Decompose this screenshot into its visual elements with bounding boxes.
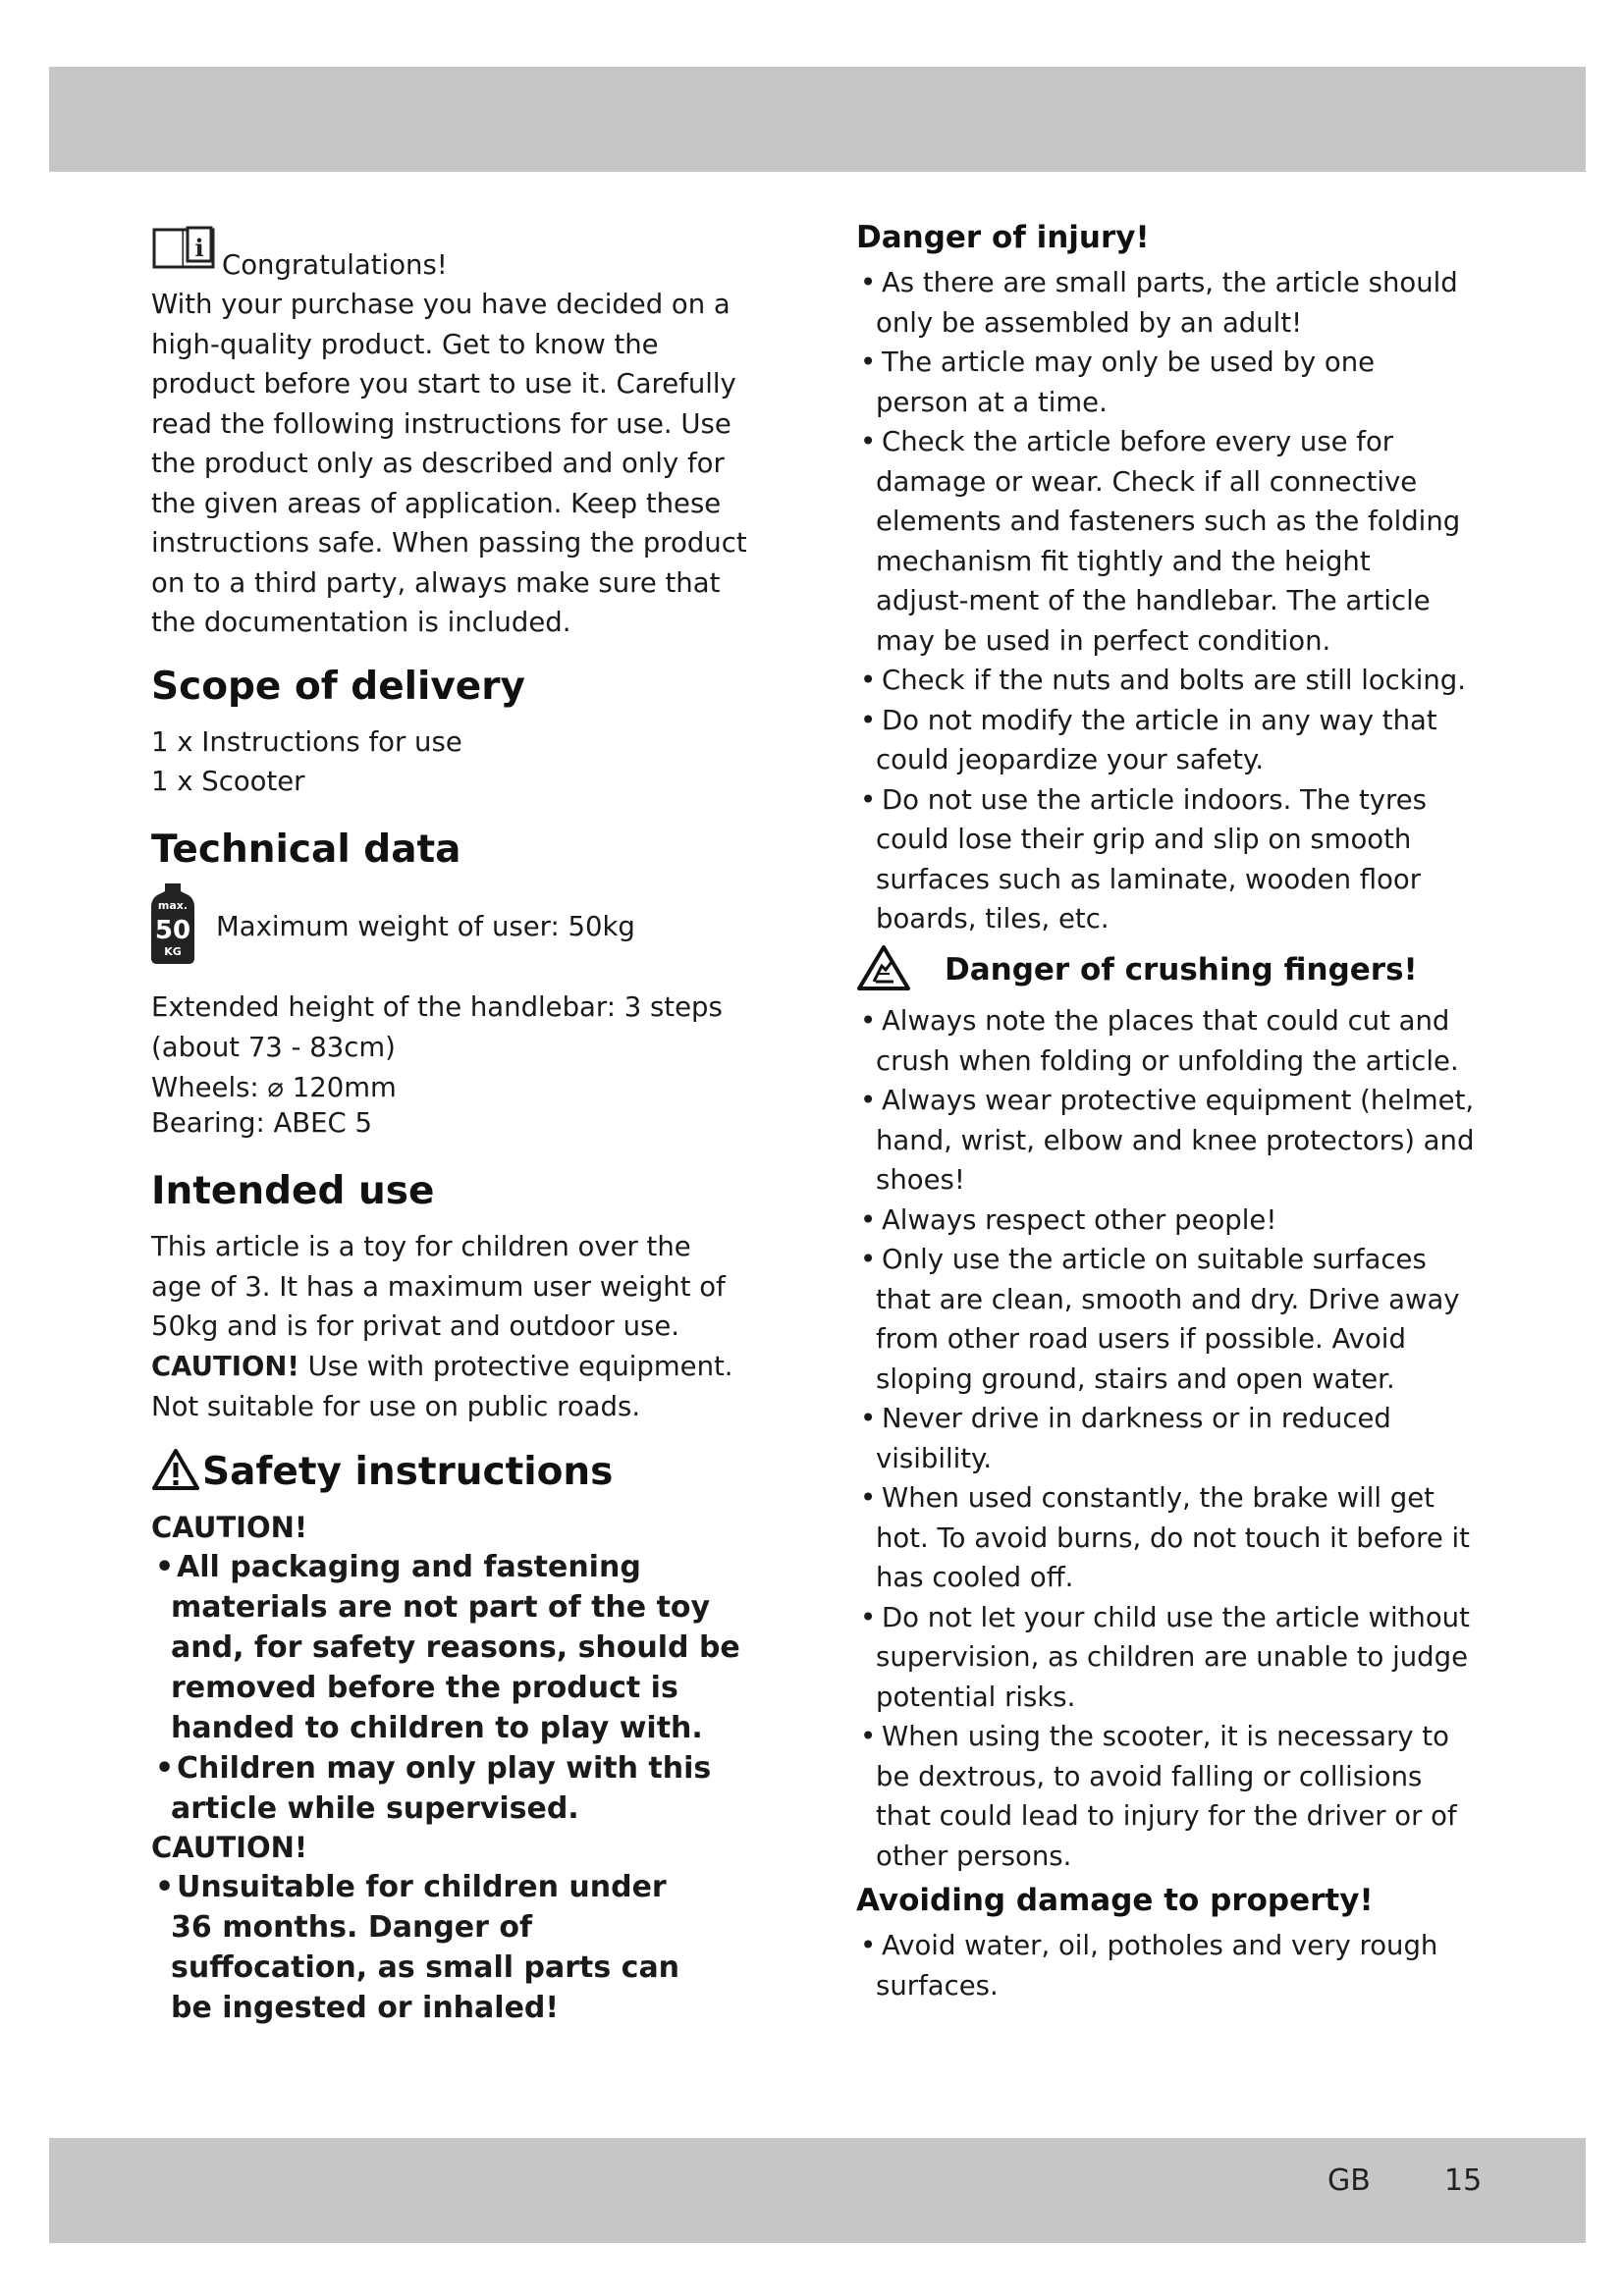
svg-text:i: i	[194, 234, 204, 262]
scope-heading: Scope of delivery	[151, 665, 525, 709]
caution-label: CAUTION!	[151, 1351, 299, 1382]
list-item: • Always respect other people!	[860, 1203, 1277, 1236]
footer-language: GB	[1327, 2163, 1371, 2198]
crushing-warning-icon	[856, 944, 911, 991]
intended-caution	[151, 1347, 750, 1426]
list-item: • Avoid water, oil, potholes and very rough surfaces.	[860, 1930, 1438, 2002]
weight-icon-value: 50	[154, 916, 191, 945]
handlebar-height: Extended height of the handlebar: 3 steps (about 73 - 83cm)	[151, 991, 723, 1063]
max-weight: Maximum weight of user: 50kg	[216, 911, 635, 942]
list-item: • Never drive in darkness or in reduced visibility.	[860, 1403, 1391, 1474]
info-book-icon	[151, 224, 220, 271]
safety-heading: Safety instructions	[202, 1450, 614, 1494]
list-item: •All packaging and fastening materials are not part of the toy and, for safety reasons, should be removed before the product is handed to children to play with.	[155, 1550, 740, 1745]
list-item: • Always note the places that could cut and crush when folding or unfolding the article.	[860, 1005, 1459, 1077]
intended-heading: Intended use	[151, 1169, 435, 1213]
list-item: • Do not use the article indoors. The tyres could lose their grip and slip on smooth surfaces such as laminate, wooden floor boards, tiles, etc.	[860, 783, 1427, 934]
list-item: •Children may only play with this article while supervised.	[155, 1751, 712, 1826]
technical-heading: Technical data	[151, 828, 461, 872]
list-item: • When using the scooter, it is necessary to be dextrous, to avoid falling or collisions that could lead to injury for the driver or of other persons.	[860, 1721, 1457, 1872]
list-item: • Always wear protective equipment (helmet, hand, wrist, elbow and knee protectors) and shoes!	[860, 1085, 1475, 1196]
list-item: • Do not modify the article in any way that could jeopardize your safety.	[860, 704, 1437, 775]
list-item: •Unsuitable for children under 36 months. Danger of suffocation, as small parts can be ingested or inhaled!	[155, 1870, 680, 2025]
intro-text: With your purchase you have decided on a high-quality product. Get to know the product before you start to use it. Carefully read the following instructions for use. Use the product only as described and only for the given areas of application. Keep these instructions safe. When passing the product on to a third party, always make sure that the documentation is included.	[151, 289, 747, 638]
injury-heading: Danger of injury!	[856, 220, 1150, 255]
intro-title: Congratulations!	[222, 249, 448, 281]
wheels: Wheels: ⌀ 120mm	[151, 1072, 397, 1103]
property-heading: Avoiding damage to property!	[856, 1883, 1374, 1918]
list-item: • The article may only be used by one person at a time.	[860, 347, 1376, 418]
safety-list	[155, 1547, 764, 1829]
property-list	[860, 1926, 1469, 2005]
bearing: Bearing: ABEC 5	[151, 1107, 372, 1139]
header-band	[49, 67, 1586, 172]
warning-icon	[151, 1448, 200, 1491]
injury-list	[860, 263, 1469, 939]
page-number: 15	[1444, 2163, 1483, 2198]
caution-text: Use with protective equipment. Not suitable for use on public roads.	[151, 1351, 733, 1422]
intended-text: This article is a toy for children over the age of 3. It has a maximum user weight of 50kg and is for privat and outdoor use.	[151, 1231, 726, 1342]
scope-item: 1 x Instructions for use	[151, 726, 462, 758]
list-item: • Check if the nuts and bolts are still locking.	[860, 665, 1466, 696]
scope-item: 1 x Scooter	[151, 766, 305, 797]
crushing-list	[860, 1001, 1479, 1876]
weight-icon-max: max.	[157, 899, 189, 912]
safety-caution: CAUTION!	[151, 1511, 308, 1544]
list-item: • As there are small parts, the article should only be assembled by an adult!	[860, 267, 1458, 339]
crushing-heading: Danger of crushing fingers!	[945, 952, 1418, 988]
safety-list	[155, 1867, 705, 2028]
list-item: • Only use the article on suitable surfaces that are clean, smooth and dry. Drive away from other road users if possible. Avoid sloping ground, stairs and open water.	[860, 1244, 1460, 1395]
safety-caution: CAUTION!	[151, 1831, 308, 1864]
weight-icon-unit: KG	[164, 945, 182, 958]
weight-icon	[151, 881, 194, 966]
list-item: • Do not let your child use the article without supervision, as children are unable to judge potential risks.	[860, 1601, 1470, 1713]
list-item: • Check the article before every use for damage or wear. Check if all connective elements and fasteners such as the folding mechanism fit tightly and the height adjust-ment of the handlebar. The article may be used in perfect condition.	[860, 426, 1461, 657]
list-item: • When used constantly, the brake will get hot. To avoid burns, do not touch it before it has cooled off.	[860, 1482, 1470, 1593]
